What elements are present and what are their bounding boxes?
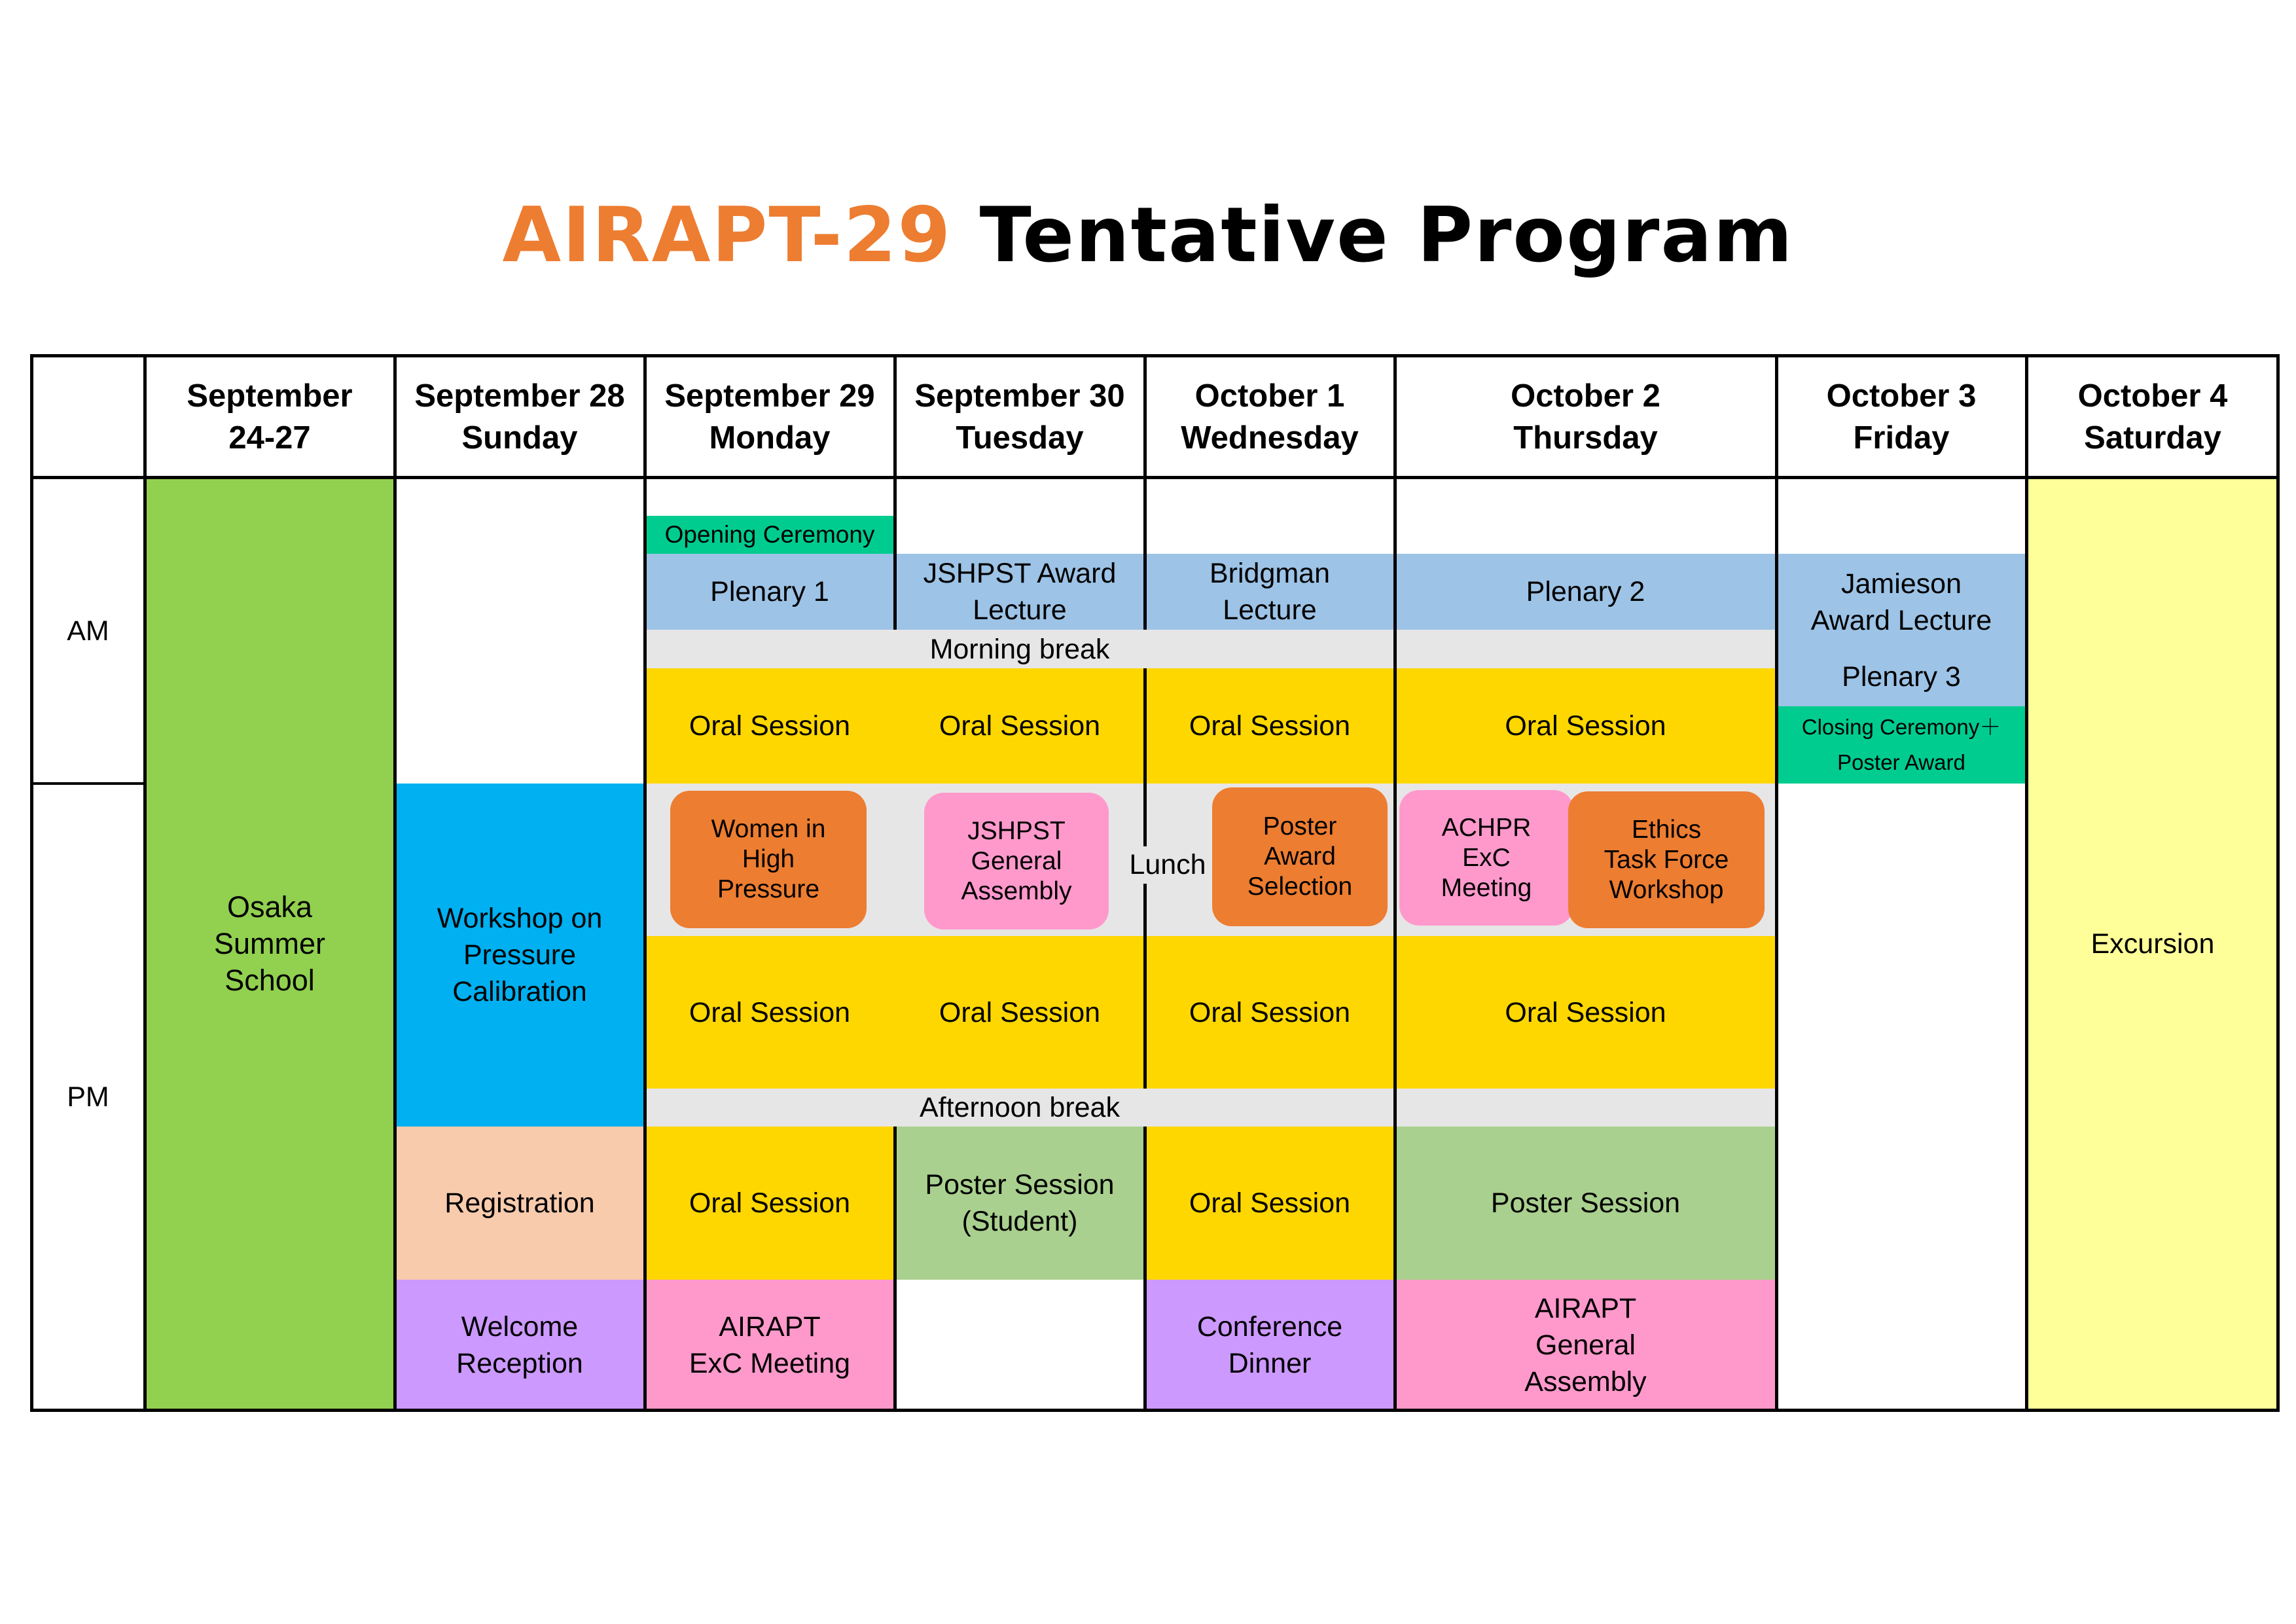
excursion: Excursion bbox=[2026, 478, 2279, 1410]
women-in-high-pressure: Women in High Pressure bbox=[670, 791, 867, 928]
header-sep-30: September 30 Tuesday bbox=[914, 378, 1125, 456]
oral-session-oct2-pm1: Oral Session bbox=[1395, 936, 1776, 1089]
title-rest: Tentative Program bbox=[979, 191, 1794, 280]
osaka-summer-school: Osaka Summer School bbox=[145, 478, 395, 1410]
grid-col-7 bbox=[1775, 354, 1778, 1412]
poster-session-student: Poster Session (Student) bbox=[895, 1127, 1145, 1280]
plenary-1: Plenary 1 bbox=[645, 554, 895, 630]
oral-session-sep30-pm1: Oral Session bbox=[895, 936, 1145, 1089]
opening-ceremony: Opening Ceremony bbox=[645, 516, 895, 554]
grid-col-8 bbox=[2025, 354, 2028, 1412]
grid-col-4b bbox=[893, 1127, 897, 1412]
grid-col-5d bbox=[1143, 1127, 1147, 1412]
title-accent: AIRAPT-29 bbox=[502, 191, 952, 280]
grid-bottom bbox=[31, 1409, 2279, 1412]
grid-col-0 bbox=[30, 354, 33, 1412]
welcome-reception: Welcome Reception bbox=[395, 1280, 645, 1410]
grid-col-2 bbox=[393, 354, 397, 1412]
oral-session-oct1-am: Oral Session bbox=[1145, 668, 1395, 784]
jshpst-award-lecture: JSHPST Award Lecture bbox=[895, 554, 1145, 630]
grid-col-5b bbox=[1143, 668, 1147, 846]
grid-col-9 bbox=[2276, 354, 2280, 1412]
header-oct-3: October 3 Friday bbox=[1826, 378, 1977, 456]
airapt-general-assembly: AIRAPT General Assembly bbox=[1395, 1280, 1776, 1410]
oral-session-sep29-pm2: Oral Session bbox=[645, 1127, 895, 1280]
header-sep-29: September 29 Monday bbox=[664, 378, 875, 456]
bridgman-lecture: Bridgman Lecture bbox=[1145, 554, 1395, 630]
oral-session-sep30-am: Oral Session bbox=[895, 668, 1145, 784]
grid-header-bottom bbox=[31, 476, 2279, 479]
grid-col-4a bbox=[893, 354, 897, 630]
oral-session-sep29-pm1: Oral Session bbox=[645, 936, 895, 1089]
plenary-2: Plenary 2 bbox=[1395, 554, 1776, 630]
lunch-label: Lunch bbox=[1129, 849, 1206, 880]
morning-break-band-oct2 bbox=[1395, 630, 1776, 668]
workshop-pressure-calibration: Workshop on Pressure Calibration bbox=[395, 784, 645, 1127]
am-label: AM bbox=[67, 615, 109, 647]
grid-top bbox=[31, 354, 2279, 357]
oral-session-oct1-pm2: Oral Session bbox=[1145, 1127, 1395, 1280]
afternoon-break: Afternoon break bbox=[645, 1089, 1395, 1127]
grid-col-5c bbox=[1143, 884, 1147, 1089]
afternoon-break-band-oct2 bbox=[1395, 1089, 1776, 1127]
grid-am-pm-divider bbox=[31, 782, 145, 785]
closing-ceremony: Closing Ceremony＋ Poster Award bbox=[1776, 706, 2026, 784]
header-oct-2: October 2 Thursday bbox=[1511, 378, 1660, 456]
header-sep-28: September 28 Sunday bbox=[414, 378, 625, 456]
poster-award-selection: Poster Award Selection bbox=[1212, 787, 1388, 926]
pm-label: PM bbox=[67, 1081, 109, 1113]
jshpst-general-assembly: JSHPST General Assembly bbox=[924, 793, 1109, 929]
registration: Registration bbox=[395, 1127, 645, 1280]
jamieson-plenary-3: Jamieson Award Lecture Plenary 3 bbox=[1776, 554, 2026, 706]
header-sep-24-27: September 24-27 bbox=[187, 378, 353, 456]
oral-session-oct2-am: Oral Session bbox=[1395, 668, 1776, 784]
header-oct-4: October 4 Saturday bbox=[2077, 378, 2228, 456]
morning-break: Morning break bbox=[645, 630, 1395, 668]
ethics-task-force-workshop: Ethics Task Force Workshop bbox=[1568, 791, 1765, 928]
achpr-exc-meeting: ACHPR ExC Meeting bbox=[1399, 790, 1573, 926]
grid-col-3 bbox=[643, 354, 647, 1412]
poster-session: Poster Session bbox=[1395, 1127, 1776, 1280]
header-oct-1: October 1 Wednesday bbox=[1181, 378, 1359, 456]
grid-col-6 bbox=[1393, 354, 1397, 1412]
airapt-exc-meeting: AIRAPT ExC Meeting bbox=[645, 1280, 895, 1410]
grid-col-5a bbox=[1143, 354, 1147, 630]
conference-dinner: Conference Dinner bbox=[1145, 1280, 1395, 1410]
oral-session-oct1-pm1: Oral Session bbox=[1145, 936, 1395, 1089]
grid-col-1 bbox=[143, 354, 147, 1412]
oral-session-sep29-am: Oral Session bbox=[645, 668, 895, 784]
